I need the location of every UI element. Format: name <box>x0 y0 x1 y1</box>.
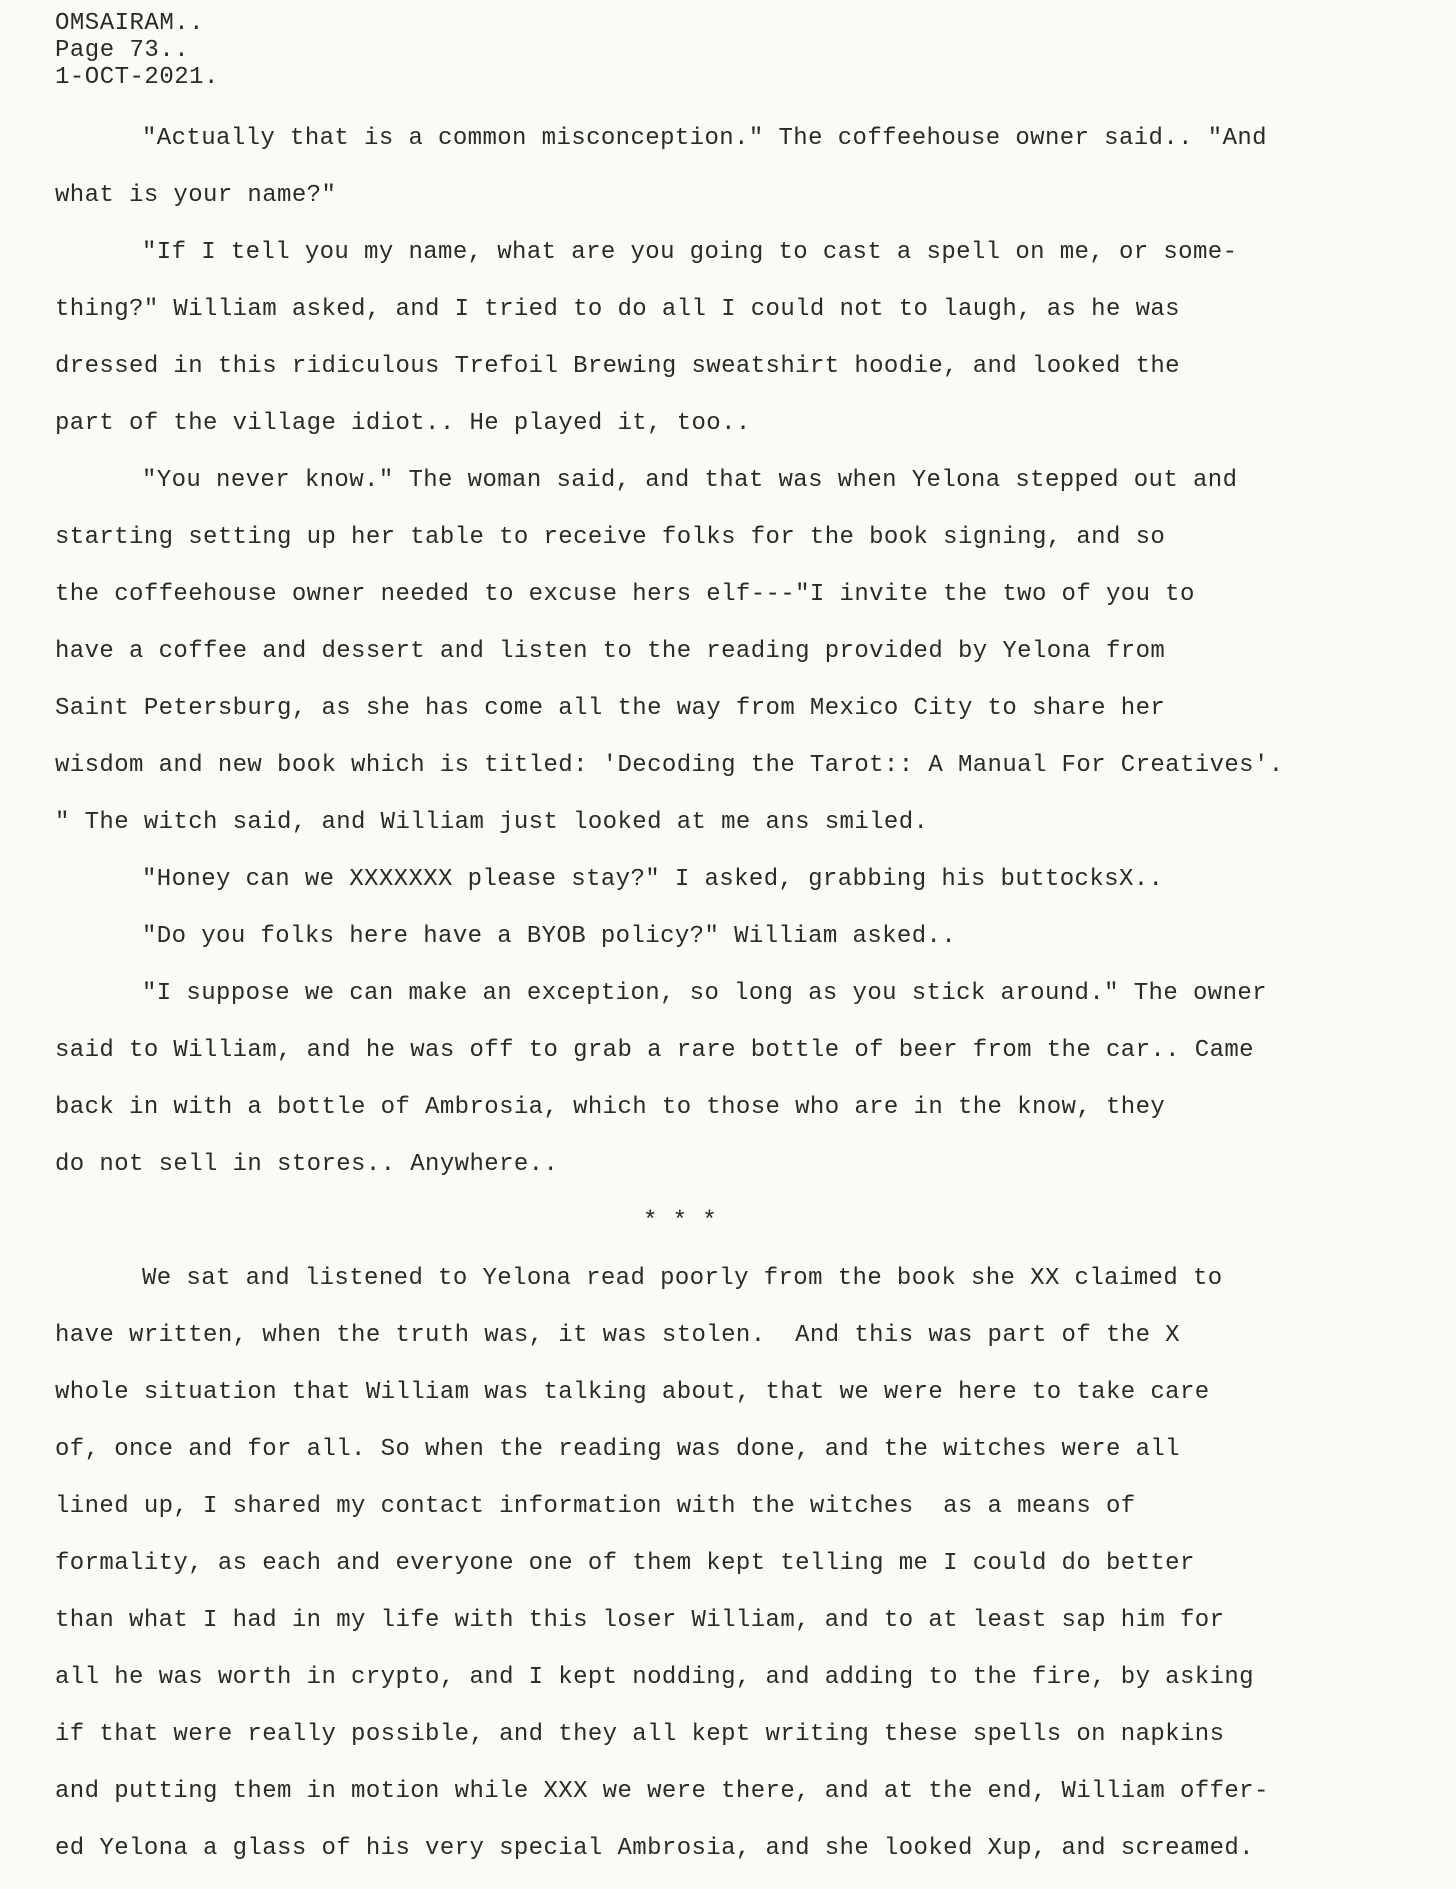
text-line: than what I had in my life with this loser William, and to at least sap him for <box>55 1607 1225 1634</box>
text-line: and putting them in motion while XXX we were there, and at the end, William offer- <box>55 1778 1269 1805</box>
text-line: We sat and listened to Yelona read poorly from the book she XX claimed to <box>142 1265 1223 1292</box>
text-line: the coffeehouse owner needed to excuse hers elf---"I invite the two of you to <box>55 581 1195 608</box>
text-line: lined up, I shared my contact information with the witches as a means of <box>55 1493 1136 1520</box>
text-line: back in with a bottle of Ambrosia, which to those who are in the know, they <box>55 1094 1166 1121</box>
text-line: said to William, and he was off to grab a rare bottle of beer from the car.. Came <box>55 1037 1254 1064</box>
section-separator: * * * <box>642 1208 717 1235</box>
text-line: formality, as each and everyone one of them kept telling me I could do better <box>55 1550 1195 1577</box>
text-line: ed Yelona a glass of his very special Ambrosia, and she looked Xup, and screamed. <box>55 1835 1254 1862</box>
text-line: "I suppose we can make an exception, so long as you stick around." The owner <box>142 980 1267 1007</box>
manuscript-body <box>55 122 1450 1889</box>
text-line: "Honey can we XXXXXXX please stay?" I asked, grabbing his buttocksX.. <box>142 866 1164 893</box>
text-line: dressed in this ridiculous Trefoil Brewing sweatshirt hoodie, and looked the <box>55 353 1180 380</box>
text-line: have a coffee and dessert and listen to the reading provided by Yelona from <box>55 638 1166 665</box>
text-line: do not sell in stores.. Anywhere.. <box>55 1151 559 1178</box>
text-line: of, once and for all. So when the reading was done, and the witches were all <box>55 1436 1180 1463</box>
text-line: part of the village idiot.. He played it, too.. <box>55 410 751 437</box>
text-line: starting setting up her table to receive folks for the book signing, and so <box>55 524 1166 551</box>
header-page-number: Page 73.. <box>55 37 190 64</box>
text-line: "You never know." The woman said, and that was when Yelona stepped out and <box>142 467 1238 494</box>
text-line: have written, when the truth was, it was stolen. And this was part of the X <box>55 1322 1180 1349</box>
text-line: Saint Petersburg, as she has come all the way from Mexico City to share her <box>55 695 1166 722</box>
header-date: 1-OCT-2021. <box>55 64 219 91</box>
text-line: " The witch said, and William just looked at me ans smiled. <box>55 809 929 836</box>
text-line: thing?" William asked, and I tried to do all I could not to laugh, as he was <box>55 296 1180 323</box>
text-line: "Do you folks here have a BYOB policy?" William asked.. <box>142 923 957 950</box>
text-line: all he was worth in crypto, and I kept nodding, and adding to the fire, by asking <box>55 1664 1254 1691</box>
header-title: OMSAIRAM.. <box>55 10 205 37</box>
text-line: whole situation that William was talking about, that we were here to take care <box>55 1379 1210 1406</box>
page-header <box>55 10 219 91</box>
text-line: "Actually that is a common misconception." The coffeehouse owner said.. "And <box>142 125 1267 152</box>
text-line: "If I tell you my name, what are you going to cast a spell on me, or some- <box>142 239 1238 266</box>
text-line: what is your name?" <box>55 182 337 209</box>
text-line: if that were really possible, and they all kept writing these spells on napkins <box>55 1721 1225 1748</box>
text-line: wisdom and new book which is titled: 'Decoding the Tarot:: A Manual For Creatives'. <box>55 752 1284 779</box>
